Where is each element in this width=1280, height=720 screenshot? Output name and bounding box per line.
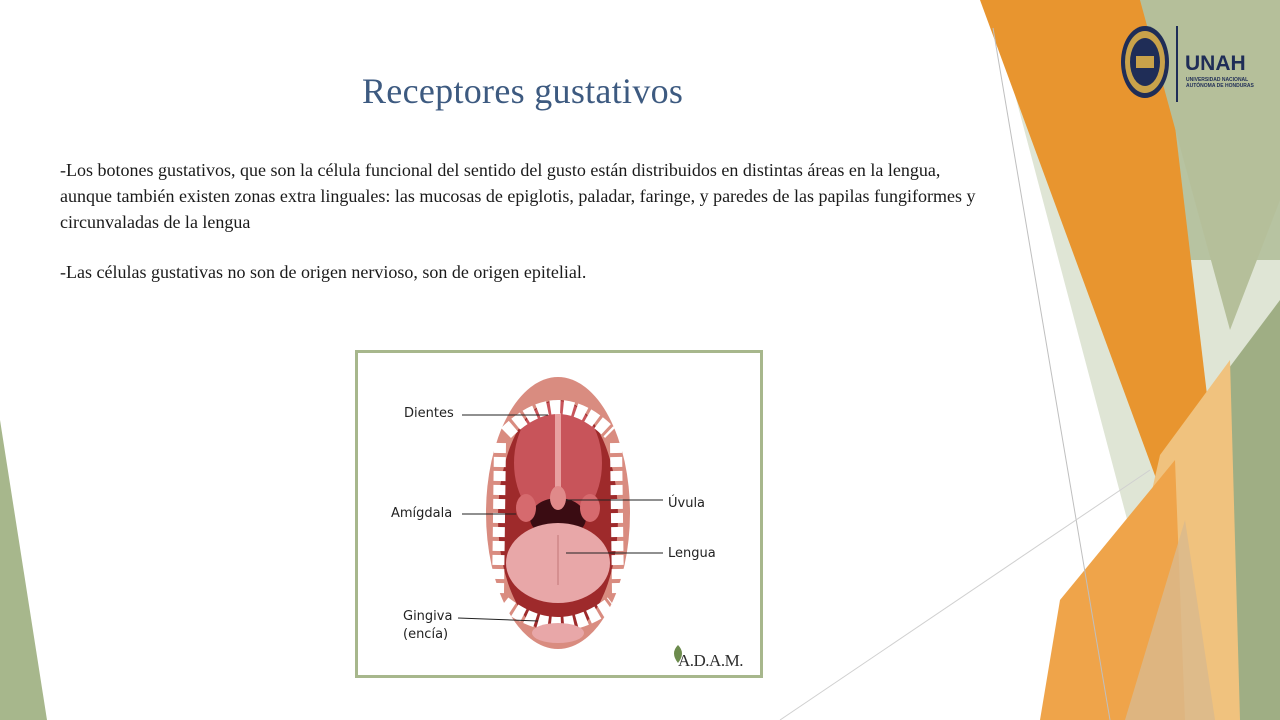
label-tongue: Lengua bbox=[668, 546, 716, 561]
label-gingiva-note: (encía) bbox=[403, 627, 449, 642]
label-tonsil: Amígdala bbox=[391, 506, 453, 521]
figure-credit: A.D.A.M. bbox=[678, 651, 743, 670]
label-uvula: Úvula bbox=[668, 496, 706, 511]
mouth-anatomy-figure bbox=[355, 350, 763, 678]
slide-title: Receptores gustativos bbox=[362, 71, 684, 111]
logo-name: UNAH bbox=[1185, 52, 1246, 75]
paragraph-epithelial-origin: -Las células gustativas no son de origen nervioso, son de origen epitelial. bbox=[60, 262, 587, 282]
label-gingiva: Gingiva bbox=[403, 609, 453, 624]
logo-subtitle-line2: AUTÓNOMA DE HONDURAS bbox=[1186, 83, 1254, 89]
paragraph-taste-buds: -Los botones gustativos, que son la célula funcional del sentido del gusto están distribuidos en distintas áreas en la lengua, aunque también existen zonas extra linguales: las mucosas de epiglotis, paladar, faringe, y paredes de las papilas fungiformes y circunvaladas de la lengua bbox=[60, 160, 976, 232]
label-teeth: Dientes bbox=[404, 406, 454, 421]
logo-subtitle-line1: UNIVERSIDAD NACIONAL bbox=[1186, 77, 1249, 83]
